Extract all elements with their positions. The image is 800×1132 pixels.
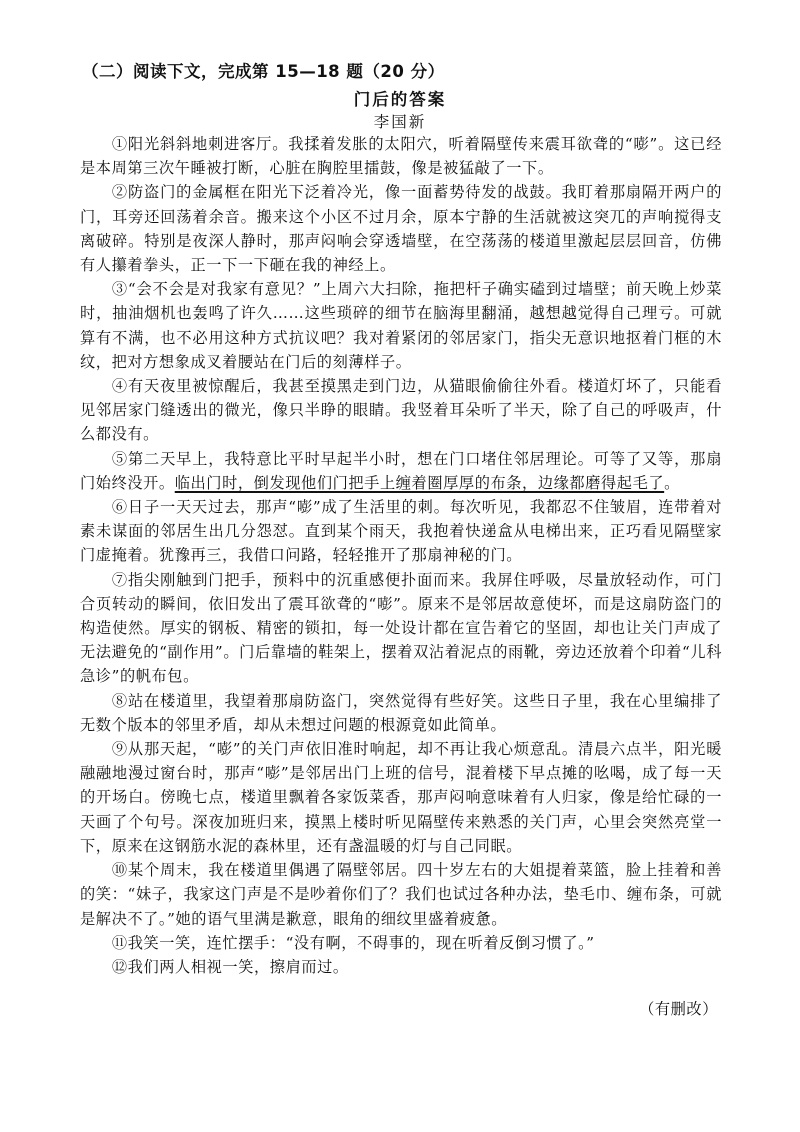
paragraph-4: ④有天夜里被惊醒后，我甚至摸黑走到门边，从猫眼偷偷往外看。楼道灯坏了，只能看见邻居家门缝透出的微光，像只半睁的眼睛。我竖着耳朵听了半天，除了自己的呼吸声，什么都没有。 — [80, 377, 722, 444]
paragraph-2: ②防盗门的金属框在阳光下泛着冷光，像一面蓄势待发的战鼓。我盯着那扇隔开两户的门，耳旁还回荡着余音。搬来这个小区不过月余，原本宁静的生活就被这突兀的声响搅得支离破碎。特别是夜深人静时，那声闷响会穿透墙壁，在空荡荡的楼道里激起层层回音，仿佛有人攥着拳头，正一下一下砸在我的神经上。 — [80, 183, 722, 275]
underlined-sentence: 临出门时，倒发现他们门把手上缠着圈厚厚的布条，边缘都磨得起毛了 — [174, 473, 665, 492]
paragraph-5 — [80, 447, 722, 495]
paragraph-10: ⑩某个周末，我在楼道里偶遇了隔壁邻居。四十岁左右的大姐提着菜篮，脸上挂着和善的笑：“妹子，我家这门声是不是吵着你们了？我们也试过各种办法，垫毛巾、缠布条，可就是解决不了。”她的语气里满是歉意，眼角的细纹里盛着疲惫。 — [80, 861, 722, 928]
article-body — [80, 132, 722, 979]
paragraph-3: ③“会不会是对我家有意见？”上周六大扫除，拖把杆子确实磕到过墙壁；前天晚上炒菜时，抽油烟机也轰鸣了许久……这些琐碎的细节在脑海里翻涌，越想越觉得自己理亏。可就算有不满，也不必用这种方式抗议吧？我对着紧闭的邻居家门，指尖无意识地抠着门框的木纹，把对方想象成叉着腰站在门后的刻薄样子。 — [80, 280, 722, 371]
paragraph-11: ⑪我笑一笑，连忙摆手：“没有啊，不碍事的，现在听着反倒习惯了。” — [111, 933, 595, 952]
paragraph-5-end: 。 — [664, 473, 680, 492]
paragraph-12: ⑫我们两人相视一笑，擦肩而过。 — [111, 957, 349, 976]
paragraph-1: ①阳光斜斜地刺进客厅。我揉着发胀的太阳穴，听着隔壁传来震耳欲聋的“嘭”。这已经是本周第三次午睡被打断，心脏在胸腔里擂鼓，像是被猛敲了一下。 — [80, 135, 722, 178]
paragraph-9: ⑨从那天起，“嘭”的关门声依旧准时响起，却不再让我心烦意乱。清晨六点半，阳光暖融融地漫过窗台时，那声“嘭”是邻居出门上班的信号，混着楼下早点摊的吆喝，成了每一天的开场白。傍晚七点，楼道里飘着各家饭菜香，那声闷响意味着有人归家，像是给忙碌的一天画了个句号。深夜加班归来，摸黑上楼时听见隔壁传来熟悉的关门声，心里会突然亮堂一下，原来在这钢筋水泥的森林里，还有盏温暖的灯与自己同眠。 — [80, 740, 722, 855]
article-title: 门后的答案 — [353, 90, 447, 109]
paragraph-7: ⑦指尖刚触到门把手，预料中的沉重感便扑面而来。我屏住呼吸，尽量放轻动作，可门合页转动的瞬间，依旧发出了震耳欲聋的“嘭”。原来不是邻居故意使坏，而是这扇防盗门的构造使然。厚实的钢板、精密的锁扣，每一处设计都在宣告着它的坚固，却也让关门声成了无法避免的“副作用”。门后靠墙的鞋架上，摆着双沾着泥点的雨靴，旁边还放着个印着“儿科急诊”的帆布包。 — [80, 570, 722, 686]
edit-note: （有删改） — [639, 1000, 718, 1018]
paragraph-8: ⑧站在楼道里，我望着那扇防盗门，突然觉得有些好笑。这些日子里，我在心里编排了无数个版本的邻里矛盾，却从未想过问题的根源竟如此简单。 — [80, 691, 722, 734]
article-author: 李国新 — [373, 113, 427, 131]
section-heading: （二）阅读下文，完成第 15—18 题（20 分） — [82, 62, 445, 81]
paragraph-5-start: ⑤第二天早上，我特意比平时早起半小时，想在门口堵住邻居理论。可等了又等，那扇门始终没开。 — [80, 449, 722, 492]
paragraph-6: ⑥日子一天天过去，那声“嘭”成了生活里的刺。每次听见，我都忍不住皱眉，连带着对素未谋面的邻居生出几分怨怼。直到某个雨天，我抱着快递盒从电梯出来，正巧看见隔壁家门虚掩着。犹豫再三，我借口问路，轻轻推开了那扇神秘的门。 — [80, 498, 722, 565]
